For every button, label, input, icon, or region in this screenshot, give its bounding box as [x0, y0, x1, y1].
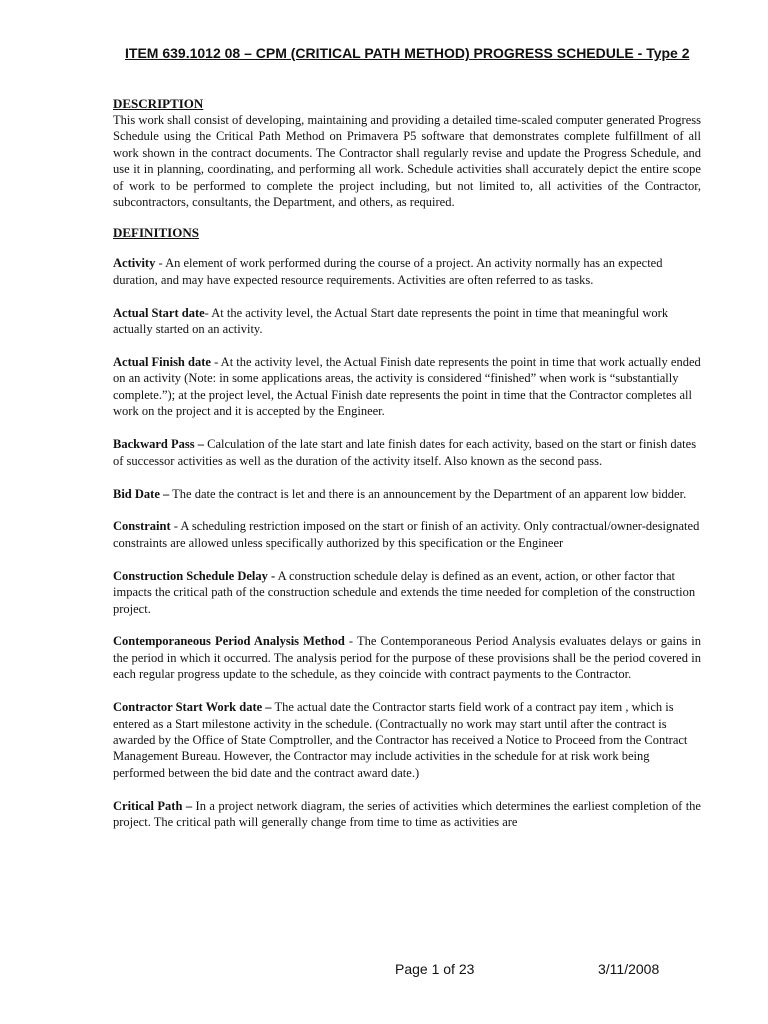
definition-text: - An element of work performed during the course of a project. An activity normally has an expected duration, and may have expected resource requirements. Activities are often referred to as tasks. [113, 256, 663, 287]
definition-construction-schedule-delay [113, 568, 701, 617]
document-date: 3/11/2008 [598, 961, 660, 977]
definition-text: A construction schedule delay is defined as an event, action, or other factor that impacts the critical path of the construction schedule and extends the time needed for completion of the construction project. [113, 568, 696, 616]
description-text: This work shall consist of developing, maintaining and providing a detailed time-scaled computer generated Progress Schedule using the Critical Path Method on Primavera P5 software that demonstrates complete fulfillment of all work shown in the contract documents. The Contractor shall regularly revise and update the Progress Schedule, and use it in planning, coordinating, and performing all work. Schedule activities shall accurately depict the entire scope of work to be performed to complete the project including, but not limited to, all activities of the Contractor, subcontractors, consultants, the Department, and others, as required. [113, 113, 701, 210]
definition-term: Constraint [113, 519, 171, 534]
definition-text: The date the contract is let and there is an announcement by the Department of an apparent low bidder. [169, 486, 687, 501]
definition-text: In a project network diagram, the series of activities which determines the earliest completion of the project. The critical path will generally change from time to time as activities are [113, 798, 701, 830]
definition-text: - A scheduling restriction imposed on the start or finish of an activity. Only contractual/owner-designated constraints are allowed unless specifically authorized by this specification or the Engineer [113, 519, 700, 550]
definitions-heading: DEFINITIONS [113, 225, 199, 241]
document-body [113, 95, 701, 847]
definition-text: - At the activity level, the Actual Finish date represents the point in time that work actually ended on an activity (Note: in some applications areas, the activity is considered “finished” when work is “substantially complete.”); at the project level, the Actual Finish date represents the point in time that the Contractor completes all work on the project and it is accepted by the Engineer. [113, 355, 701, 419]
definition-text: The actual date the Contractor starts field work of a contract pay item , which is entered as a Start milestone activity in the schedule. (Contractually no work may start until after the contract is awarded by the Office of State Comptroller, and the Contractor has received a Notice to Proceed from the Contract Management Bureau. However, the Contractor may include activities in the schedule for at risk work being performed between the bid date and the contract award date.) [113, 700, 688, 780]
definition-critical-path [113, 798, 701, 831]
definition-text: - The Contemporaneous Period Analysis evaluates delays or gains in the period in which it occurred. The analysis period for the purpose of these provisions shall be the period covered in each regular progress update to the schedule, as they coincide with contract payments to the Contractor. [113, 634, 701, 682]
definition-constraint [113, 518, 701, 551]
definition-contractor-start-work-date [113, 699, 701, 781]
definition-term: Contemporaneous Period Analysis Method [113, 634, 345, 649]
definition-bid-date [113, 486, 701, 502]
definition-text: - At the activity level, the Actual Start date represents the point in time that meaningful work actually started on an activity. [113, 305, 669, 337]
page-number: Page 1 of 23 [395, 961, 475, 977]
definition-contemporaneous-period-analysis [113, 633, 701, 682]
definition-term: Contractor Start Work date – [113, 700, 272, 715]
definition-term: Actual Start date [113, 305, 205, 320]
definition-term: Activity [113, 256, 156, 271]
definition-activity [113, 255, 701, 288]
definition-term: Actual Finish date [113, 355, 211, 370]
definition-term: Bid Date – [113, 486, 170, 501]
definition-term: Critical Path – [113, 798, 193, 813]
document-title: ITEM 639.1012 08 – CPM (CRITICAL PATH METHOD) PROGRESS SCHEDULE - Type 2 [125, 45, 690, 61]
definition-actual-start-date [113, 305, 701, 338]
definition-term: Construction Schedule Delay - [113, 568, 276, 583]
description-heading: DESCRIPTION [113, 96, 204, 111]
definition-actual-finish-date [113, 354, 701, 420]
definition-text: Calculation of the late start and late finish dates for each activity, based on the start or finish dates of successor activities as well as the duration of the activity itself. Also known as the second pass. [113, 437, 697, 468]
definition-backward-pass [113, 436, 701, 469]
definition-term: Backward Pass – [113, 437, 204, 452]
